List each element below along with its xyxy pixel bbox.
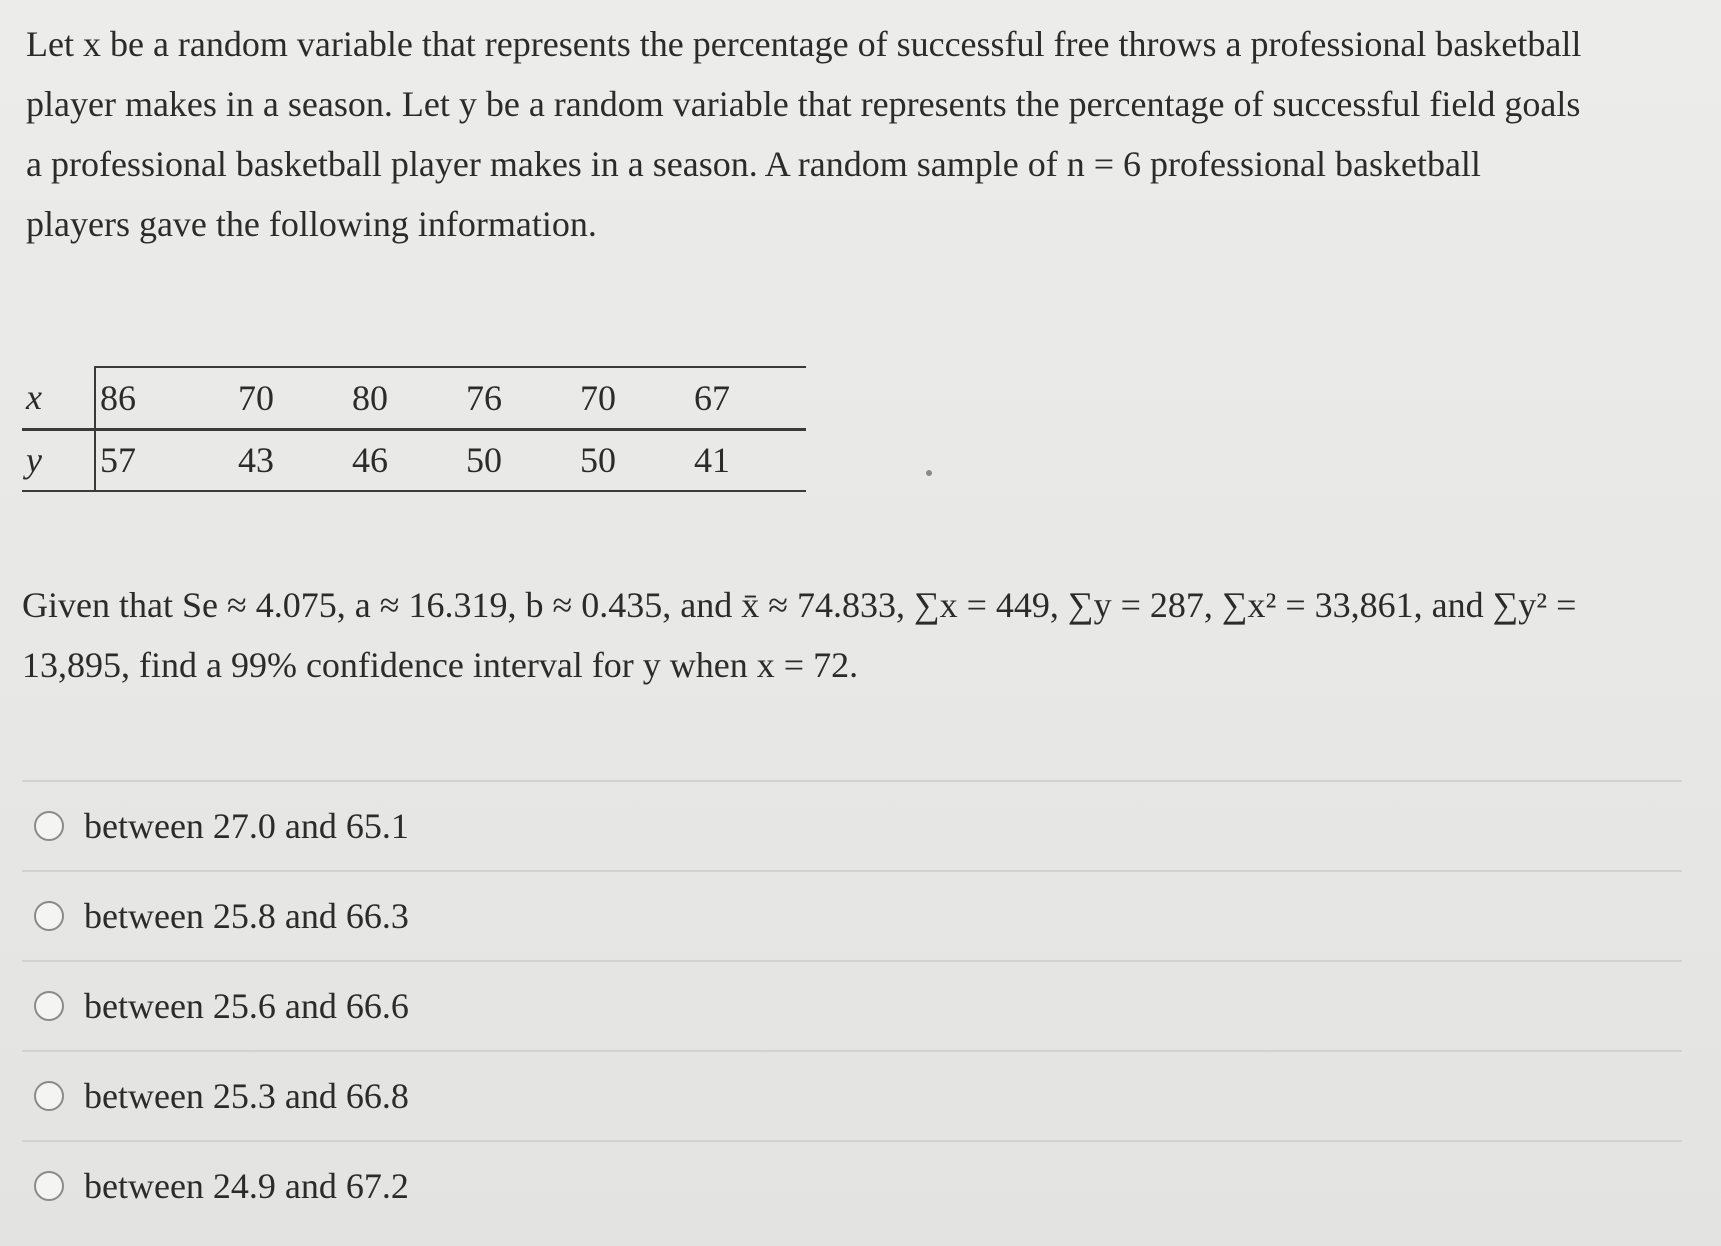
table-cell: 76	[388, 367, 502, 429]
table-cell: 70	[160, 367, 274, 429]
answer-option-4[interactable]	[22, 1050, 1682, 1140]
table-cell: 67	[616, 367, 806, 429]
table-cell: 70	[502, 367, 616, 429]
radio-button[interactable]	[34, 1171, 64, 1201]
data-table	[22, 366, 806, 492]
given-text	[22, 575, 1712, 695]
table-cell: 43	[160, 429, 274, 491]
row-label-y: y	[22, 429, 95, 491]
option-label: between 25.8 and 66.3	[84, 896, 409, 936]
row-label-x: x	[22, 367, 95, 429]
table-row-x	[22, 367, 806, 429]
answer-option-1[interactable]	[22, 780, 1682, 870]
question-line-1: Let x be a random variable that represents the percentage of successful free throws a professional basketball	[26, 24, 1582, 64]
option-label: between 25.6 and 66.6	[84, 986, 409, 1026]
radio-button[interactable]	[34, 901, 64, 931]
answer-option-3[interactable]	[22, 960, 1682, 1050]
radio-button[interactable]	[34, 811, 64, 841]
radio-button[interactable]	[34, 991, 64, 1021]
option-label: between 25.3 and 66.8	[84, 1076, 409, 1116]
radio-button[interactable]	[34, 1081, 64, 1111]
given-line-1: Given that Se ≈ 4.075, a ≈ 16.319, b ≈ 0.435, and x̄ ≈ 74.833, ∑x = 449, ∑y = 287, ∑x² = 33,861, and ∑y² =	[22, 585, 1577, 625]
option-label: between 27.0 and 65.1	[84, 806, 409, 846]
question-line-2: player makes in a season. Let y be a random variable that represents the percentage of successful field goals	[26, 84, 1581, 124]
question-line-3: a professional basketball player makes in a season. A random sample of n = 6 professional basketball	[26, 144, 1481, 184]
speck	[926, 470, 932, 476]
answer-option-2[interactable]	[22, 870, 1682, 960]
table-row-y	[22, 429, 806, 491]
option-label: between 24.9 and 67.2	[84, 1166, 409, 1206]
table-cell: 80	[274, 367, 388, 429]
question-line-4: players gave the following information.	[26, 204, 597, 244]
given-line-2: 13,895, find a 99% confidence interval for y when x = 72.	[22, 645, 859, 685]
question-text	[26, 14, 1706, 254]
table-cell: 41	[616, 429, 806, 491]
table-cell: 50	[502, 429, 616, 491]
table-cell: 50	[388, 429, 502, 491]
table-cell: 46	[274, 429, 388, 491]
answer-options	[22, 780, 1682, 1230]
table-cell: 86	[95, 367, 160, 429]
answer-option-5[interactable]	[22, 1140, 1682, 1230]
table-cell: 57	[95, 429, 160, 491]
